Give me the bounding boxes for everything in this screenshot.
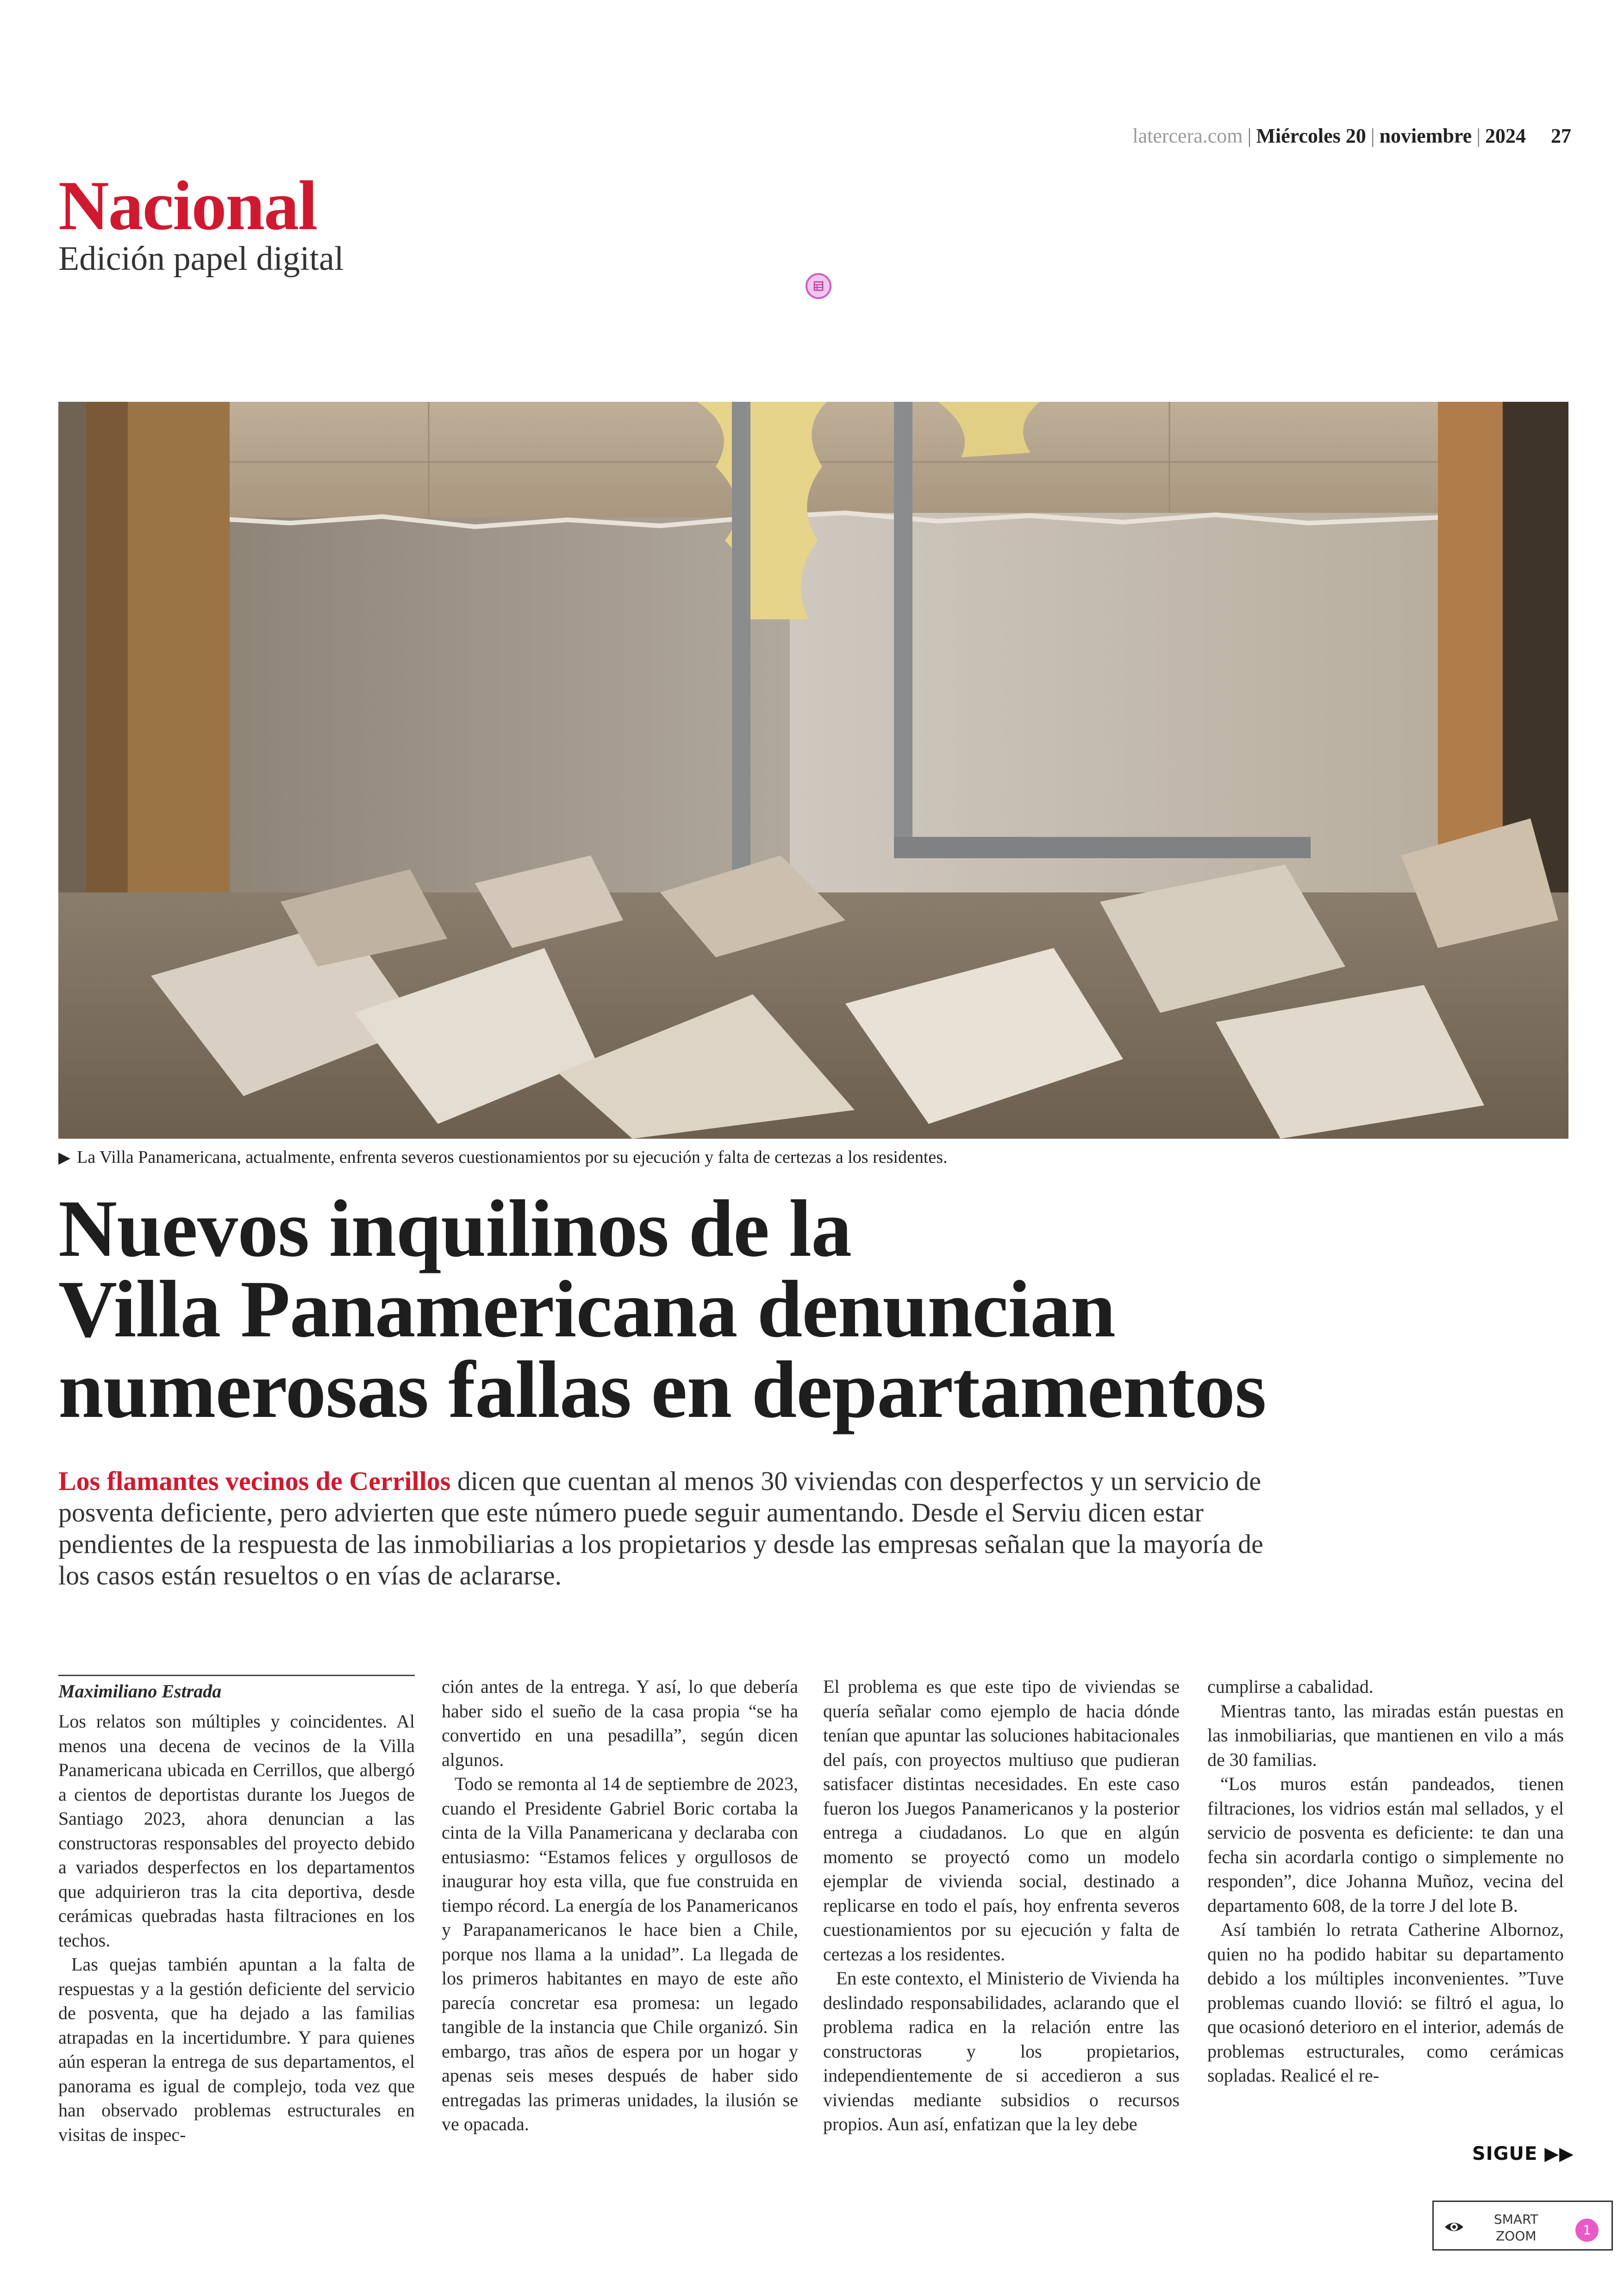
- smart-zoom-button[interactable]: [1432, 2201, 1613, 2251]
- smart-zoom-line: SMART: [1494, 2212, 1538, 2227]
- caption-arrow-icon: ▶: [58, 1149, 71, 1166]
- section-title: Nacional: [58, 167, 317, 244]
- paragraph: Todo se remonta al 14 de septiembre de 2023, cuando el Presidente Gabriel Boric cortaba la cinta de la Villa Panamericana y declaraba con entusiasmo: “Estamos felices y orgullosos de inaugurar hoy esta villa, que fue construida en tiempo récord. La energía de los Panamericanos y Parapanamericanos le hace bien a Chile, porque nos llama a la unidad”. La llegada de los primeros habitantes en mayo de este año parecía concretar esa promesa: un legado tangible de la instancia que Chile organizó. Sin embargo, tras años de espera por un hogar y apenas seis meses después de haber sido entregadas las primeras unidades, la ilusión se ve opacada.: [442, 1773, 798, 2134]
- page-header: latercera.com | Miércoles 20 | noviembre | 2024 27: [1132, 125, 1571, 147]
- page-number: 27: [1551, 125, 1571, 147]
- smart-zoom-label: [1494, 2211, 1538, 2245]
- lead-highlight: Los flamantes vecinos de Cerrillos: [58, 1466, 451, 1496]
- article-photo: [58, 402, 1568, 1139]
- paragraph: Las quejas también apuntan a la falta de respuestas y a la gestión deficiente del servicio de posventa, que ha dejado a las familias atrapadas en la incertidumbre. Y para quienes aún esperan la entrega de sus departamentos, el panorama es igual de complejo, toda vez que han observado problemas estructurales en visitas de inspec-: [58, 1954, 415, 2145]
- article-lead: [58, 1466, 1280, 1591]
- paragraph: “Los muros están pandeados, tienen filtraciones, los vidrios están mal sellados, y el servicio de posventa es deficiente: te dan una fecha sin acordarla contigo o simplemente no responden”, dice Johanna Muñoz, vecina del departamento 608, de la torre J del lote B.: [1207, 1773, 1564, 1916]
- smart-zoom-line: ZOOM: [1496, 2228, 1537, 2244]
- paragraph: El problema es que este tipo de viviendas se quería señalar como ejemplo de hacia dónde tenían que apuntar las soluciones habitacionales del país, con proyectos multiuso que pudieran satisfacer distintas necesidades. En este caso fueron los Juegos Panamericanos y la posterior entrega a ciudadanos. Lo que en algún momento se proyectó como un modelo ejemplar de vivienda social, destinado a replicarse en todo el país, hoy enfrenta severos cuestionamientos por su ejecución y falta de certezas a los residentes.: [823, 1676, 1180, 1964]
- lead-text: dicen que cuentan al menos 30 viviendas con desperfectos y un servicio de posventa deficiente, pero advierten que este número puede seguir aumentando. Desde el Serviu dicen estar pendientes de la respuesta de las inmobiliarias a los propietarios y desde las empresas señalan que la mayoría de los casos están resueltos o en vías de aclararse.: [58, 1466, 1263, 1590]
- viewer-menu-button[interactable]: [806, 273, 831, 299]
- article-column-1: [58, 1675, 415, 2147]
- site-name[interactable]: latercera.com: [1132, 125, 1243, 147]
- headline-line: Villa Panamericana denuncian: [58, 1264, 1115, 1354]
- paragraph: ción antes de la entrega. Y así, lo que debería haber sido el sueño de la casa propia “se ha convertido en una pesadilla”, según dicen algunos.: [442, 1676, 798, 1770]
- grid-icon: [812, 279, 825, 293]
- section-subtitle: Edición papel digital: [58, 240, 344, 278]
- eye-icon: [1443, 2216, 1465, 2238]
- byline: Maximiliano Estrada: [58, 1675, 415, 1703]
- date-year: 2024: [1485, 125, 1526, 147]
- article-column-3: [823, 1675, 1180, 2137]
- date-month: noviembre: [1379, 125, 1472, 147]
- headline-line: Nuevos inquilinos de la: [58, 1184, 852, 1274]
- article-column-4: [1207, 1675, 1564, 2088]
- paragraph: Mientras tanto, las miradas están puestas en las inmobiliarias, que mantienen en vilo a más de 30 familias.: [1207, 1700, 1564, 1770]
- paragraph: Así también lo retrata Catherine Albornoz, quien no ha podido habitar su departamento debido a los múltiples inconvenientes. ”Tuve problemas cuando llovió: se filtró el agua, lo que ocasionó deterioro en el interior, además de problemas estructurales, como cerámicas sopladas. Realicé el re-: [1207, 1919, 1564, 2086]
- article-column-2: [442, 1675, 798, 2137]
- continue-link[interactable]: SIGUE ▶▶: [1472, 2143, 1574, 2164]
- article-headline: [58, 1184, 1568, 1435]
- date-day: Miércoles 20: [1256, 125, 1366, 147]
- caption-text: La Villa Panamericana, actualmente, enfrenta severos cuestionamientos por su ejecución y falta de certezas a los residentes.: [77, 1148, 948, 1167]
- headline-line: numerosas fallas en departamentos: [58, 1345, 1266, 1435]
- zoom-count-badge: 1: [1575, 2219, 1599, 2242]
- damaged-wall-illustration: [58, 402, 1568, 1139]
- photo-caption: [58, 1147, 948, 1167]
- paragraph: cumplirse a cabalidad.: [1207, 1676, 1374, 1697]
- paragraph: En este contexto, el Ministerio de Vivienda ha deslindado responsabilidades, aclarando que el problema radica en la relación entre las constructoras y los propietarios, independientemente de si accedieron a sus viviendas mediante subsidios o recursos propios. Aun así, enfatizan que la ley debe: [823, 1968, 1180, 2134]
- paragraph: Los relatos son múltiples y coincidentes. Al menos una decena de vecinos de la Villa Panamericana ubicada en Cerrillos, que albergó a cientos de deportistas durante los Juegos de Santiago 2023, ahora denuncian a las constructoras responsables del proyecto debido a variados desperfectos en los departamentos que adquirieron tras la cita deportiva, desde cerámicas quebradas hasta filtraciones en los techos.: [58, 1711, 415, 1951]
